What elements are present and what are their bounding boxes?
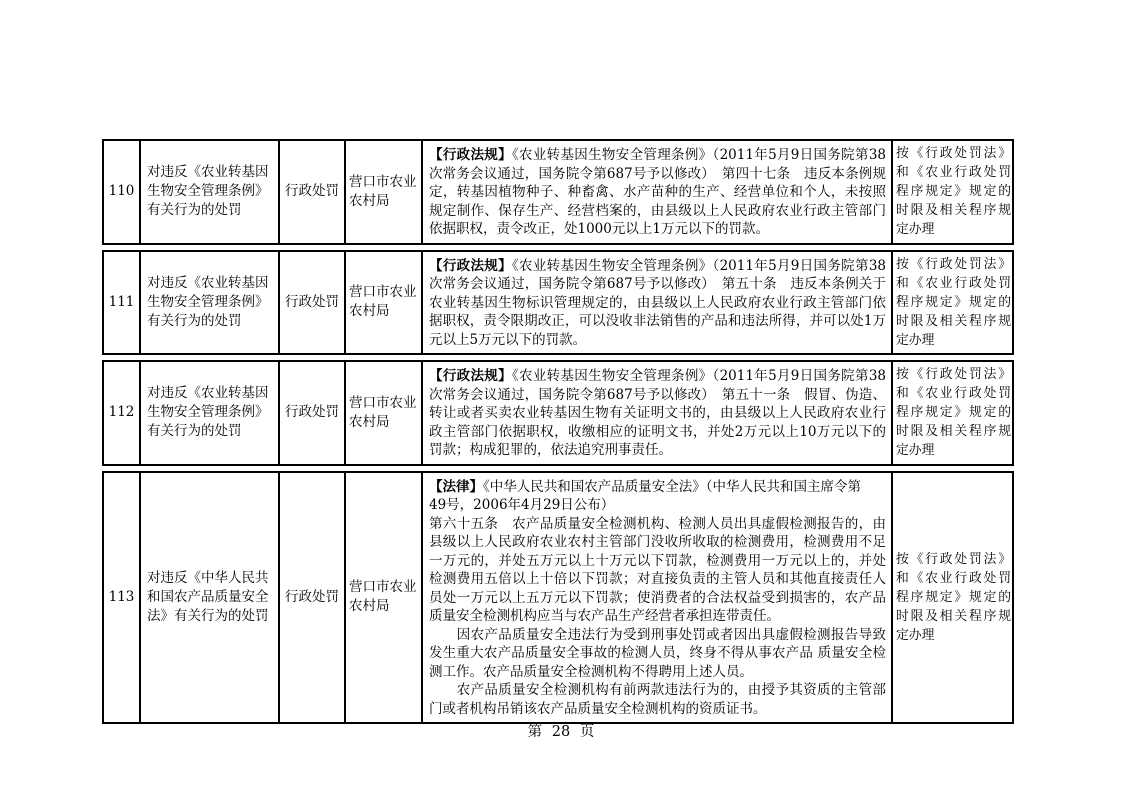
legal-basis-text: 《农业转基因生物安全管理条例》（2011年5月9日国务院第38次常务会议通过，国务院令第687号予以修改） 第五十一条 假冒、伪造、转让或者买卖农业转基因生物有关证明文书的，由县级以上人民政府农业行政主管部门依据职权，收缴相应的证明文书，并处2万元以上10万元以下的罚款；构成犯罪的，依法追究刑事责任。 [429, 368, 887, 458]
cell-implementing-department: 营口市农业农村局 [344, 362, 421, 464]
legal-basis-text: 《农业转基因生物安全管理条例》（2011年5月9日国务院第38次常务会议通过，国务院令第687号予以修改） 第五十条 违反本条例关于农业转基因生物标识管理规定的，由县级以上人民政府农业行政主管部门依据职权，责令限期改正，可以没收非法销售的产品和违法所得，并可以处1万元以上5万元以下的罚款。 [429, 257, 887, 348]
legal-category-label: 【法律】 [429, 478, 483, 495]
legal-category-label: 【行政法规】 [429, 147, 512, 163]
table-row [102, 471, 1014, 725]
cell-legal-basis [421, 362, 891, 464]
cell-remark: 按《行政处罚法》和《农业行政处罚程序规定》规定的时限及相关程序规定办理 [891, 473, 1012, 723]
cell-remark: 按《行政处罚法》和《农业行政处罚程序规定》规定的时限及相关程序规定办理 [891, 252, 1012, 354]
cell-row-number: 110 [108, 183, 135, 200]
cell-power-type: 行政处罚 [278, 473, 344, 723]
cell-implementing-department: 营口市农业农村局 [344, 252, 421, 354]
cell-power-name: 对违反《农业转基因生物安全管理条例》有关行为的处罚 [139, 252, 278, 354]
cell-legal-basis [421, 252, 891, 354]
cell-remark: 按《行政处罚法》和《农业行政处罚程序规定》规定的时限及相关程序规定办理 [891, 141, 1012, 243]
cell-row-number: 113 [108, 588, 135, 605]
cell-power-type: 行政处罚 [278, 252, 344, 354]
legal-category-label: 【行政法规】 [429, 257, 512, 274]
penalty-table [102, 139, 1014, 729]
cell-implementing-department: 营口市农业农村局 [344, 141, 421, 243]
cell-row-number: 112 [108, 404, 135, 421]
legal-basis-text: 因农产品质量安全违法行为受到刑事处罚或者因出具虚假检测报告导致发生重大农产品质量安全事故的检测人员，终身不得从事农产品 质量安全检测工作。农产品质量安全检测机构不得聘用上述人员。 [429, 626, 886, 680]
cell-remark: 按《行政处罚法》和《农业行政处罚程序规定》规定的时限及相关程序规定办理 [891, 362, 1012, 464]
table-row [102, 250, 1014, 356]
page-number-footer: 第 28 页 [527, 724, 595, 740]
cell-legal-basis [421, 473, 891, 723]
cell-legal-basis [421, 141, 891, 243]
cell-row-number: 111 [108, 293, 135, 310]
legal-basis-text: 农产品质量安全检测机构有前两款违法行为的，由授予其资质的主管部门或者机构吊销该农产品质量安全检测机构的资质证书。 [429, 682, 886, 717]
cell-power-name: 对违反《中华人民共和国农产品质量安全法》有关行为的处罚 [139, 473, 278, 723]
cell-implementing-department: 营口市农业农村局 [344, 473, 421, 723]
cell-power-name: 对违反《农业转基因生物安全管理条例》有关行为的处罚 [139, 141, 278, 243]
legal-basis-text: 第六十五条 农产品质量安全检测机构、检测人员出具虚假检测报告的，由县级以上人民政府农业农村主管部门没收所收取的检测费用，检测费用不足一万元的，并处五万元以上十万元以下罚款，检测费用一万元以上的，并处检测费用五倍以上十倍以下罚款；对直接负责的主管人员和其他直接责任人员处一万元以上五万元以下罚款；使消费者的合法权益受到损害的，农产品质量安全检测机构应当与农产品生产经营者承担连带责任。 [429, 515, 886, 624]
legal-category-label: 【行政法规】 [429, 368, 512, 384]
table-row [102, 139, 1014, 245]
cell-power-type: 行政处罚 [278, 362, 344, 464]
legal-basis-text: 《农业转基因生物安全管理条例》（2011年5月9日国务院第38次常务会议通过，国务院令第687号予以修改） 第四十七条 违反本条例规定，转基因植物种子、种畜禽、水产苗种的生产、经营单位和个人，未按照规定制作、保存生产、经营档案的，由县级以上人民政府农业行政主管部门依据职权，责令改正，处1000元以上1万元以下的罚款。 [429, 147, 887, 237]
table-row [102, 360, 1014, 466]
legal-basis-text: 《中华人民共和国农产品质量安全法》（中华人民共和国主席令第 [483, 478, 861, 495]
cell-power-type: 行政处罚 [278, 141, 344, 243]
legal-basis-text: 49号，2006年4月29日公布） [429, 497, 615, 513]
cell-power-name: 对违反《农业转基因生物安全管理条例》有关行为的处罚 [139, 362, 278, 464]
